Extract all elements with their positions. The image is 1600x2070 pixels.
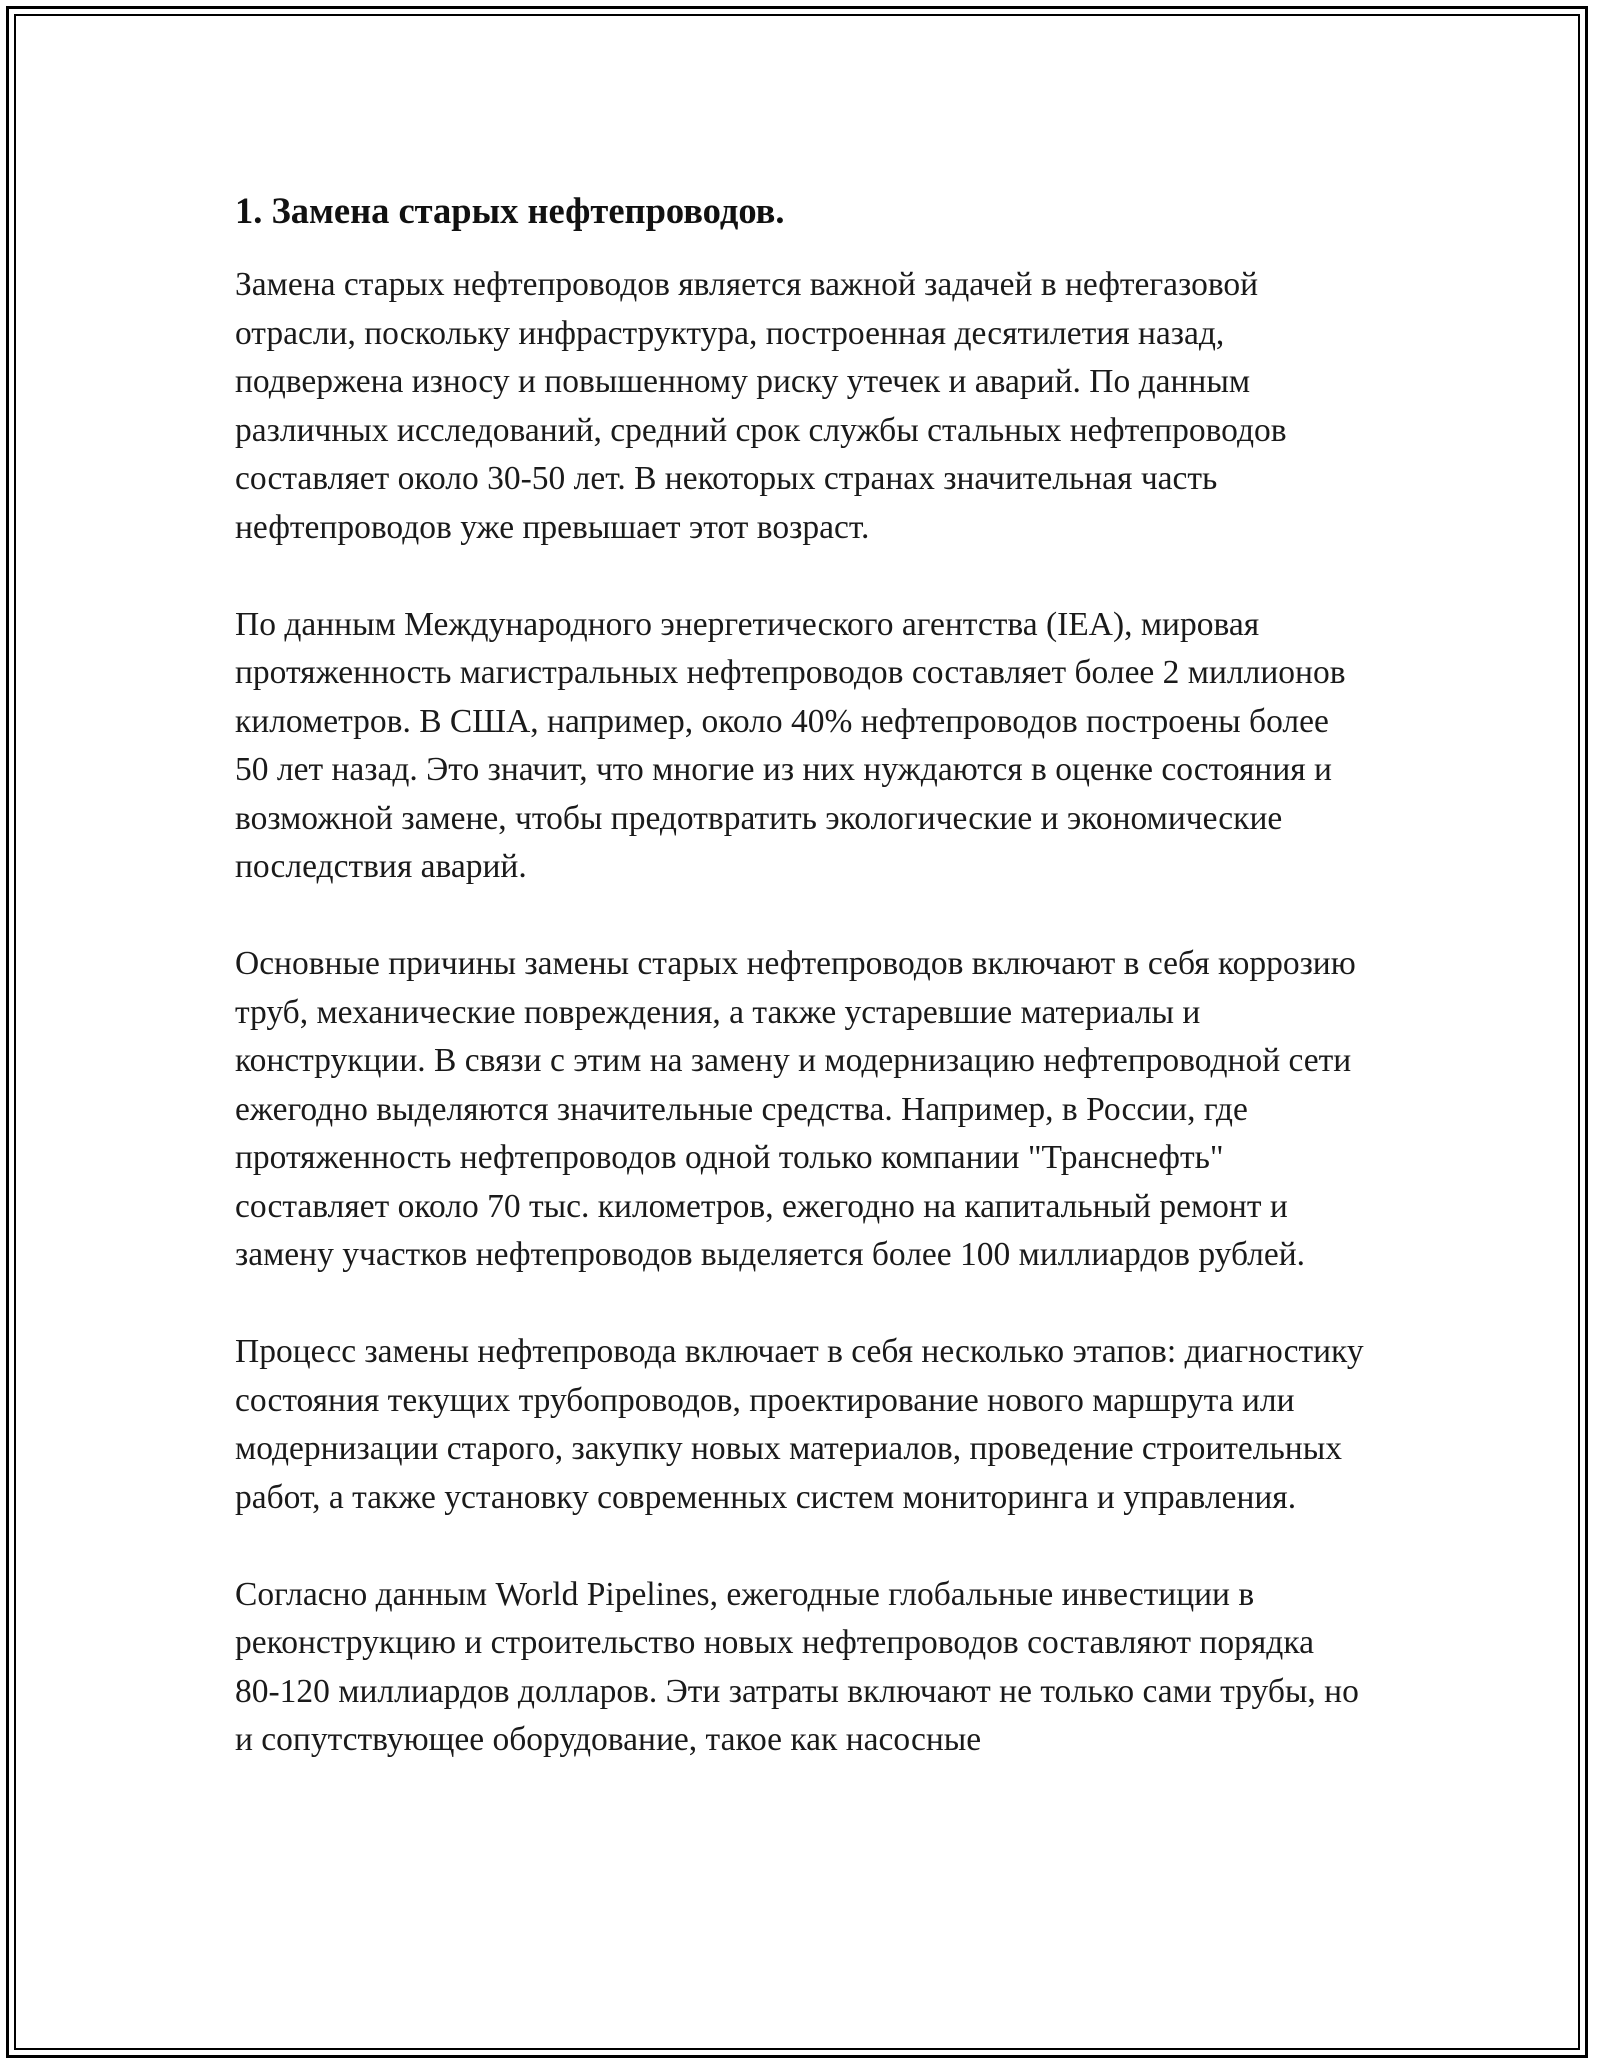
document-body bbox=[235, 186, 1365, 1813]
paragraph-4: Процесс замены нефтепровода включает в себя несколько этапов: диагностику состояния текущих трубопроводов, проектирование нового маршрута или модернизации старого, закупку новых материалов, проведение строительных работ, а также установку современных систем мониторинга и управления. bbox=[235, 1333, 1364, 1516]
paragraph-1: Замена старых нефтепроводов является важной задачей в нефтегазовой отрасли, поскольку инфраструктура, построенная десятилетия назад, подвержена износу и повышенному риску утечек и аварий. По данным различных исследований, средний срок службы стальных нефтепроводов составляет около 30-50 лет. В некоторых странах значительная часть нефтепроводов уже превышает этот возраст. bbox=[235, 266, 1287, 546]
section-title: 1. Замена старых нефтепроводов. bbox=[235, 190, 785, 231]
paragraph-2: По данным Международного энергетического агентства (IEA), мировая протяженность магистральных нефтепроводов составляет более 2 миллионов километров. В США, например, около 40% нефтепроводов построены более 50 лет назад. Это значит, что многие из них нуждаются в оценке состояния и возможной замене, чтобы предотвратить экологические и экономические последствия аварий. bbox=[235, 605, 1346, 886]
paragraph-3: Основные причины замены старых нефтепроводов включают в себя коррозию труб, механические повреждения, а также устаревшие материалы и конструкции. В связи с этим на замену и модернизацию нефтепроводной сети ежегодно выделяются значительные средства. Например, в России, где протяженность нефтепроводов одной только компании "Транснефть" составляет около 70 тыс. километров, ежегодно на капитальный ремонт и замену участков нефтепроводов выделяется более 100 миллиардов рублей. bbox=[235, 945, 1356, 1274]
paragraph-5: Согласно данным World Pipelines, ежегодные глобальные инвестиции в реконструкцию и строительство новых нефтепроводов составляют порядка 80-120 миллиардов долларов. Эти затраты включают не только сами трубы, но и сопутствующее оборудование, такое как насосные bbox=[235, 1575, 1359, 1759]
